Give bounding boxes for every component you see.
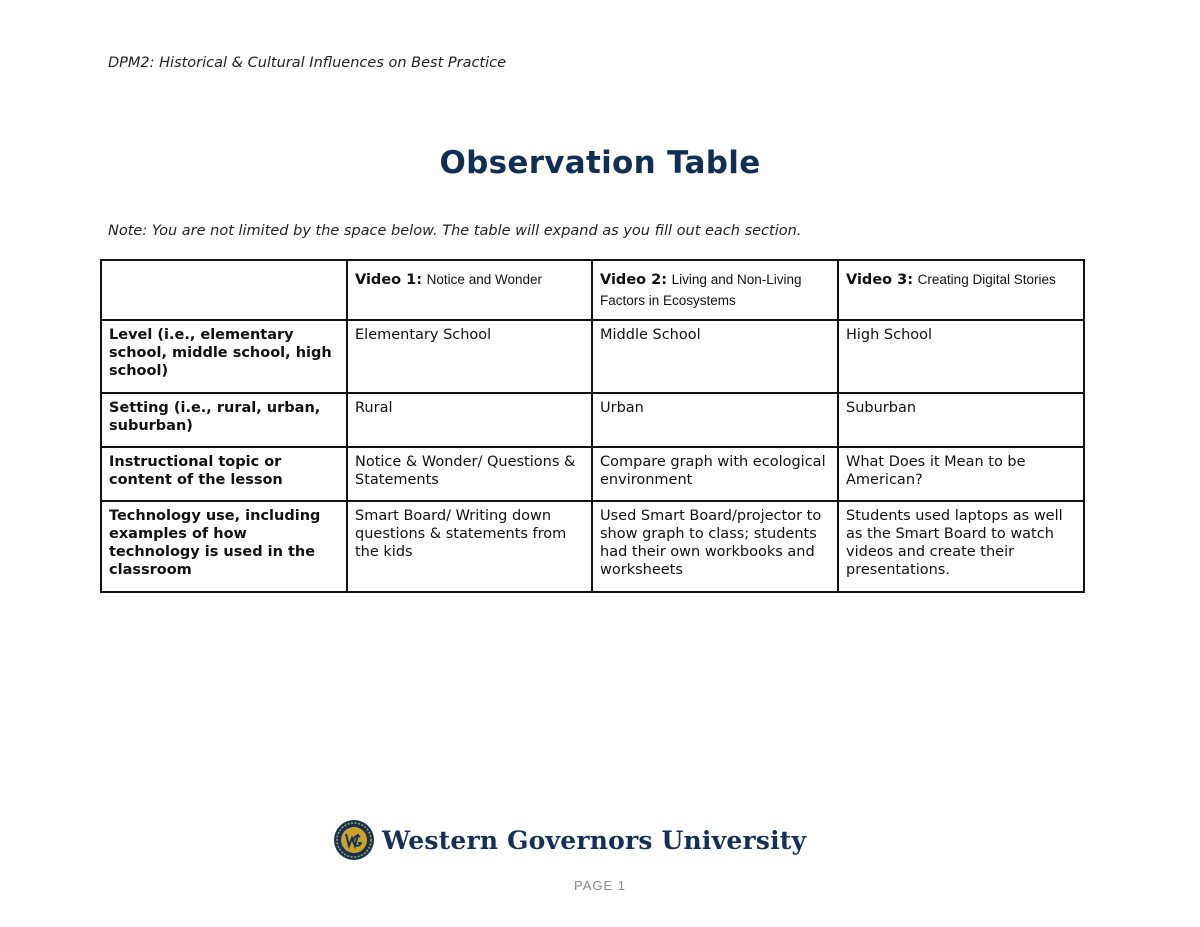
table-cell: Rural: [347, 393, 592, 447]
table-row-level: [101, 320, 1084, 393]
video-number: Video 3:: [846, 272, 914, 288]
video-name: Creating Digital Stories: [917, 272, 1056, 287]
instruction-note: Note: You are not limited by the space below. The table will expand as you fill out each section.: [108, 223, 802, 239]
table-row-setting: [101, 393, 1084, 447]
table-cell: Middle School: [592, 320, 838, 393]
video-number: Video 2:: [600, 272, 668, 288]
wgu-wordmark: Western Governors University: [382, 825, 807, 855]
table-corner-cell: [101, 260, 347, 320]
video-name: Notice and Wonder: [426, 272, 542, 287]
observation-table: [100, 259, 1085, 593]
table-cell: Elementary School: [347, 320, 592, 393]
table-header-row: [101, 260, 1084, 320]
row-label: Technology use, including examples of how technology is used in the classroom: [101, 501, 347, 592]
video-name: Living and Non-Living Factors in Ecosystems: [600, 272, 802, 308]
table-cell: What Does it Mean to be American?: [838, 447, 1084, 501]
row-label: Instructional topic or content of the lesson: [101, 447, 347, 501]
column-header-video-2: [592, 260, 838, 320]
document-header: DPM2: Historical & Cultural Influences on Best Practice: [108, 55, 507, 71]
page-number: PAGE 1: [573, 878, 626, 893]
table-cell: Smart Board/ Writing down questions & statements from the kids: [347, 501, 592, 592]
table-cell: High School: [838, 320, 1084, 393]
table-row-topic: [101, 447, 1084, 501]
table-row-technology: [101, 501, 1084, 592]
row-label: Level (i.e., elementary school, middle school, high school): [101, 320, 347, 393]
table-cell: Compare graph with ecological environment: [592, 447, 838, 501]
page-title: Observation Table: [439, 145, 761, 181]
wgu-logo: [333, 818, 806, 862]
table-cell: Suburban: [838, 393, 1084, 447]
row-label: Setting (i.e., rural, urban, suburban): [101, 393, 347, 447]
table-cell: Students used laptops as well as the Smart Board to watch videos and create their presentations.: [838, 501, 1084, 592]
table-cell: Urban: [592, 393, 838, 447]
column-header-video-1: [347, 260, 592, 320]
table-cell: Used Smart Board/projector to show graph to class; students had their own workbooks and worksheets: [592, 501, 838, 592]
wgu-seal-icon: [333, 819, 375, 861]
column-header-video-3: [838, 260, 1084, 320]
video-number: Video 1:: [355, 272, 423, 288]
table-cell: Notice & Wonder/ Questions & Statements: [347, 447, 592, 501]
